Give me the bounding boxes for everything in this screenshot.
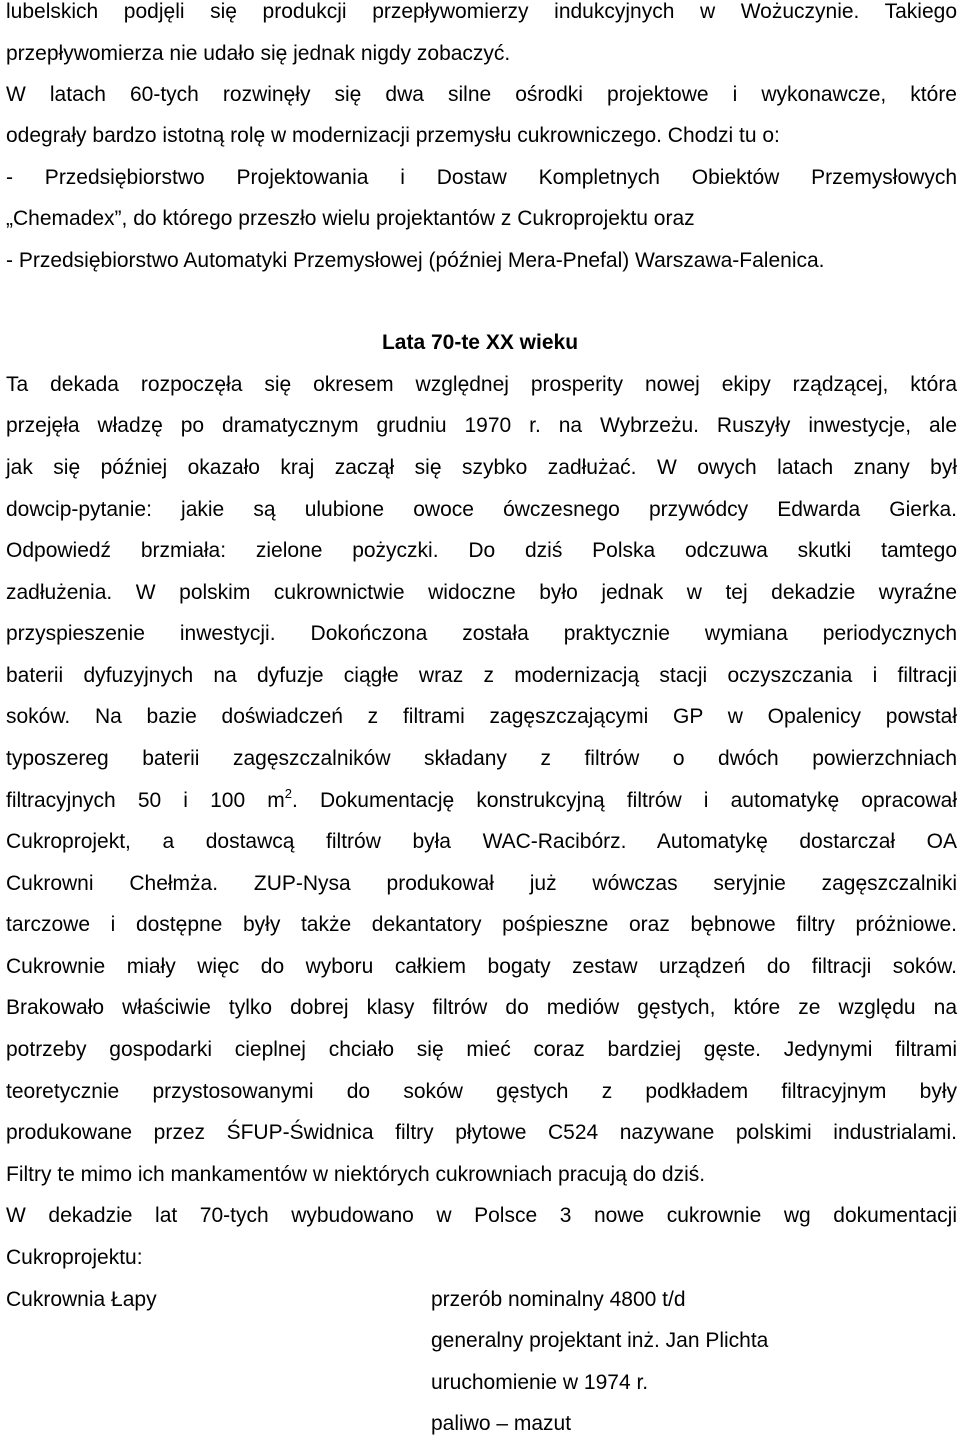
text-line: W latach 60-tych rozwinęły się dwa silne ośrodki projektowe i wykonawcze, które [6,83,957,106]
factory-detail: przerób nominalny 4800 t/d [431,1288,686,1311]
text-line: przyspieszenie inwestycji. Dokończona została praktycznie wymiana periodycznych [6,622,957,645]
text-line: W dekadzie lat 70-tych wybudowano w Polsce 3 nowe cukrownie wg dokumentacji [6,1204,957,1227]
text-line: soków. Na bazie doświadczeń z filtrami zagęszczającymi GP w Opalenicy powstał [6,705,957,728]
text-line: jak się później okazało kraj zaczął się szybko zadłużać. W owych latach znany był [6,456,957,479]
text-line: lubelskich podjęli się produkcji przepływomierzy indukcyjnych w Wożuczynie. Takiego [6,0,957,23]
superscript: 2 [284,786,292,801]
text-line: teoretycznie przystosowanymi do soków gęstych z podkładem filtracyjnym były [6,1080,957,1103]
text-fragment: . Dokumentację konstrukcyjną filtrów i automatykę opracował [292,789,957,812]
text-line: Odpowiedź brzmiała: zielone pożyczki. Do dziś Polska odczuwa skutki tamtego [6,539,957,562]
text-line: Filtry te mimo ich mankamentów w niektórych cukrowniach pracują do dziś. [6,1163,706,1186]
factory-detail: uruchomienie w 1974 r. [431,1371,649,1394]
text-line: produkowane przez ŚFUP-Świdnica filtry płytowe C524 nazywane polskimi industrialami. [6,1121,957,1144]
section-heading: Lata 70-te XX wieku [381,331,579,354]
text-line: Brakowało właściwie tylko dobrej klasy filtrów do mediów gęstych, które ze względu na [6,996,957,1019]
text-line: Cukroprojektu: [6,1246,143,1269]
text-line: tarczowe i dostępne były także dekantatory pośpieszne oraz bębnowe filtry próżniowe. [6,913,957,936]
text-line: Cukrownie miały więc do wyboru całkiem bogaty zestaw urządzeń do filtracji soków. [6,955,957,978]
text-line: - Przedsiębiorstwo Projektowania i Dostaw Kompletnych Obiektów Przemysłowych [6,166,957,189]
text-line-with-superscript [6,786,957,813]
text-line: przepływomierza nie udało się jednak nigdy zobaczyć. [6,42,511,65]
text-line: potrzeby gospodarki cieplnej chciało się mieć coraz bardziej gęste. Jedynymi filtrami [6,1038,957,1061]
text-line: przejęła władzę po dramatycznym grudniu 1970 r. na Wybrzeżu. Ruszyły inwestycje, ale [6,414,957,437]
text-line: dowcip-pytanie: jakie są ulubione owoce ówczesnego przywódcy Edwarda Gierka. [6,498,957,521]
text-line: - Przedsiębiorstwo Automatyki Przemysłowej (później Mera-Pnefal) Warszawa-Falenica. [6,249,825,272]
text-line: „Chemadex”, do którego przeszło wielu projektantów z Cukroprojektu oraz [6,207,695,230]
text-line: zadłużenia. W polskim cukrownictwie widoczne było jednak w tej dekadzie wyraźne [6,581,957,604]
factory-name: Cukrownia Łapy [6,1288,157,1311]
text-line: Cukrowni Chełmża. ZUP-Nysa produkował już wówczas seryjnie zagęszczalniki [6,872,957,895]
text-line: typoszereg baterii zagęszczalników składany z filtrów o dwóch powierzchniach [6,747,957,770]
factory-detail: generalny projektant inż. Jan Plichta [431,1329,769,1352]
text-fragment: filtracyjnych 50 i 100 m [6,789,285,812]
factory-detail: paliwo – mazut [431,1412,572,1435]
text-line: baterii dyfuzyjnych na dyfuzje ciągłe wraz z modernizacją stacji oczyszczania i filtracji [6,664,957,687]
text-line: odegrały bardzo istotną rolę w modernizacji przemysłu cukrowniczego. Chodzi tu o: [6,124,780,147]
text-line: Ta dekada rozpoczęła się okresem względnej prosperity nowej ekipy rządzącej, która [6,373,957,396]
text-line: Cukroprojekt, a dostawcą filtrów była WAC-Racibórz. Automatykę dostarczał OA [6,830,957,853]
